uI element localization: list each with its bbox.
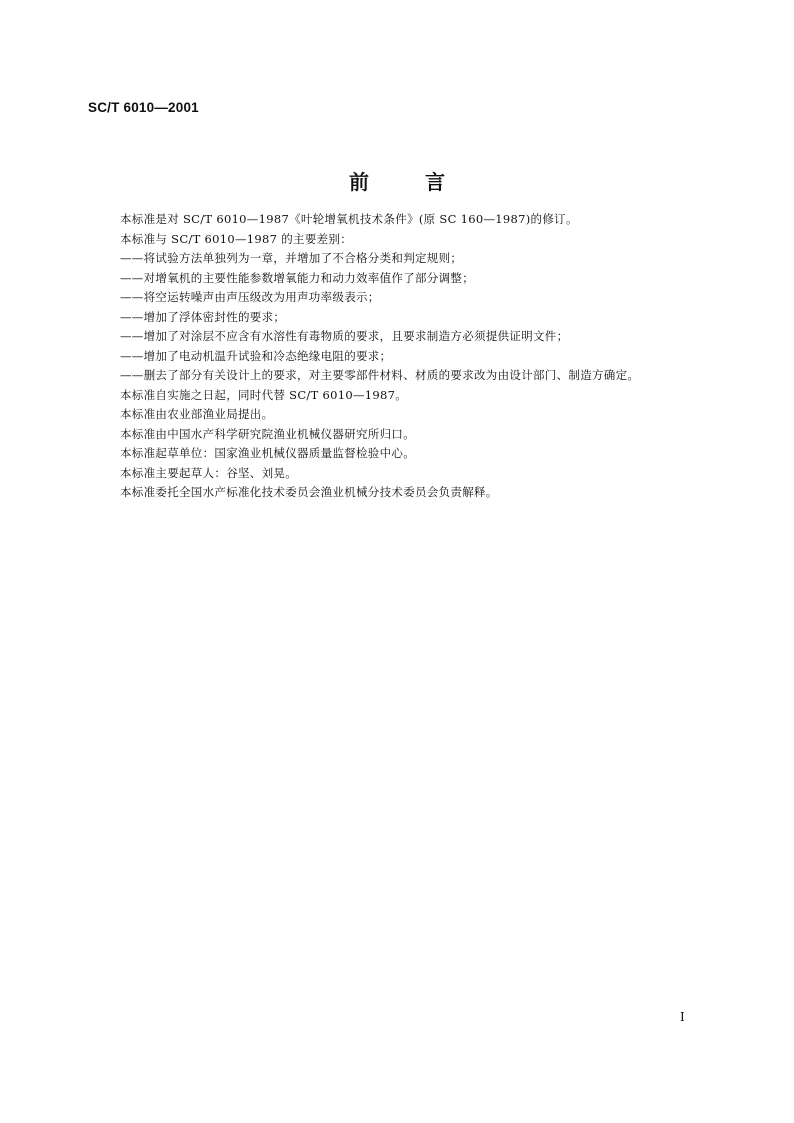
text-line: ——将空运转噪声由声压级改为用声功率级表示； [120, 290, 380, 304]
text-line: 本标准是对 SC/T 6010—1987《叶轮增氧机技术条件》(原 SC 160—1987)的修订。 [120, 212, 578, 226]
document-code: SC/T 6010—2001 [88, 100, 199, 115]
text-line: ——增加了浮体密封性的要求； [120, 309, 286, 324]
text-line: 本标准委托全国水产标准化技术委员会渔业机械分技术委员会负责解释。 [120, 485, 498, 499]
page-number: I [680, 1010, 685, 1024]
text-line: ——删去了部分有关设计上的要求，对主要零部件材料、材质的要求改为由设计部门、制造方确定。 [120, 368, 640, 382]
text-line: 本标准主要起草人：谷坚、刘晃。 [120, 465, 297, 480]
text-line: ——增加了对涂层不应含有水溶性有毒物质的要求，且要求制造方必须提供证明文件； [120, 329, 569, 343]
text-line: 本标准由农业部渔业局提出。 [120, 407, 274, 421]
text-line: 本标准自实施之日起，同时代替 SC/T 6010—1987。 [120, 387, 408, 402]
text-line: 本标准由中国水产科学研究院渔业机械仪器研究所归口。 [120, 426, 415, 441]
text-line: ——增加了电动机温升试验和冷态绝缘电阻的要求； [120, 348, 392, 363]
text-line: ——对增氧机的主要性能参数增氧能力和动力效率值作了部分调整； [120, 270, 474, 285]
text-line: 本标准起草单位：国家渔业机械仪器质量监督检验中心。 [120, 446, 415, 460]
page-title: 前言 [349, 170, 501, 194]
foreword-body [120, 210, 720, 503]
text-line: ——将试验方法单独列为一章，并增加了不合格分类和判定规则； [120, 251, 463, 265]
text-line: 本标准与 SC/T 6010—1987 的主要差别： [120, 231, 353, 246]
